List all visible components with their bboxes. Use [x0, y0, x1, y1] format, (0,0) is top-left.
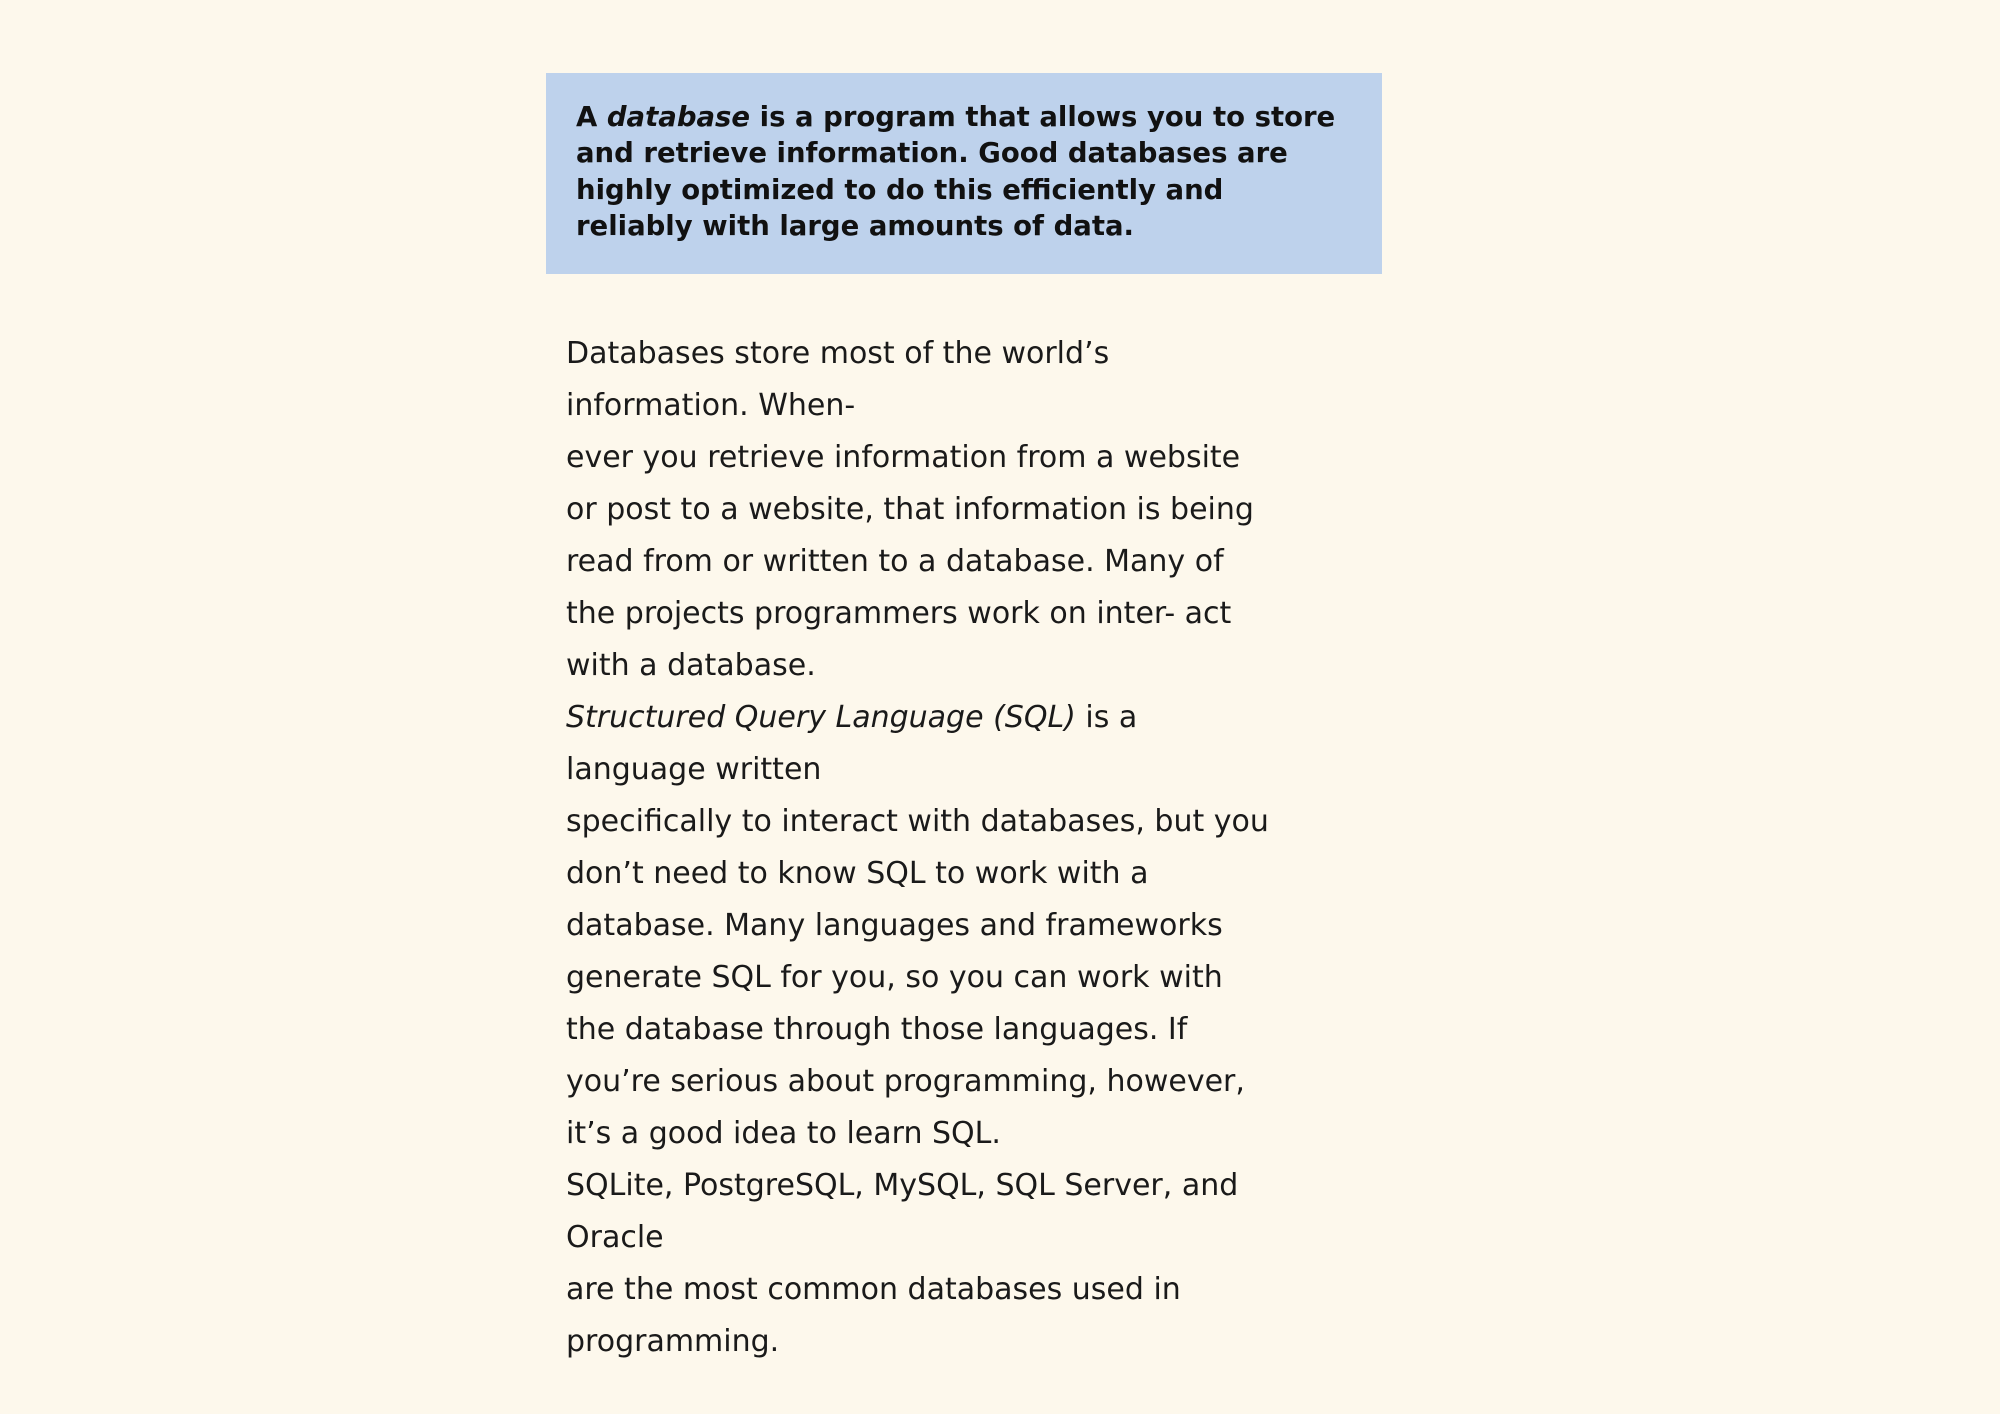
- body-line: information. When-: [566, 388, 856, 423]
- body-line: programming.: [566, 1324, 780, 1359]
- body-line-sql: [566, 692, 1386, 744]
- body-line: the projects programmers work on inter- act: [566, 596, 1232, 631]
- body-copy: [566, 328, 1386, 1368]
- sql-rest: is a: [1075, 700, 1138, 735]
- definition-text: [576, 99, 1338, 244]
- body-line: the database through those languages. If: [566, 1012, 1188, 1047]
- body-line: ever you retrieve information from a website: [566, 440, 1241, 475]
- body-line: SQLite, PostgreSQL, MySQL, SQL Server, and: [566, 1168, 1239, 1203]
- body-line: read from or written to a database. Many of: [566, 544, 1224, 579]
- definition-callout: [546, 73, 1382, 274]
- callout-term: database: [606, 101, 751, 133]
- body-line: specifically to interact with databases, but you: [566, 804, 1269, 839]
- body-line: don’t need to know SQL to work with a: [566, 856, 1149, 891]
- body-line: Databases store most of the world’s: [566, 336, 1110, 371]
- body-line: you’re serious about programming, however,: [566, 1064, 1245, 1099]
- body-line: are the most common databases used in: [566, 1272, 1181, 1307]
- callout-lead-word: A: [576, 101, 598, 133]
- body-line: it’s a good idea to learn SQL.: [566, 1116, 1001, 1151]
- body-line: language written: [566, 752, 822, 787]
- body-line: database. Many languages and frameworks: [566, 908, 1223, 943]
- sql-term: Structured Query Language (SQL): [566, 700, 1076, 735]
- body-line: Oracle: [566, 1220, 664, 1255]
- body-line: or post to a website, that information is being: [566, 492, 1254, 527]
- body-line: generate SQL for you, so you can work with: [566, 960, 1223, 995]
- body-line: with a database.: [566, 648, 816, 683]
- callout-rest: is a program that allows you to store and retrieve information. Good databases are highly optimized to do this efficiently and reliably with large amounts of data.: [576, 101, 1336, 242]
